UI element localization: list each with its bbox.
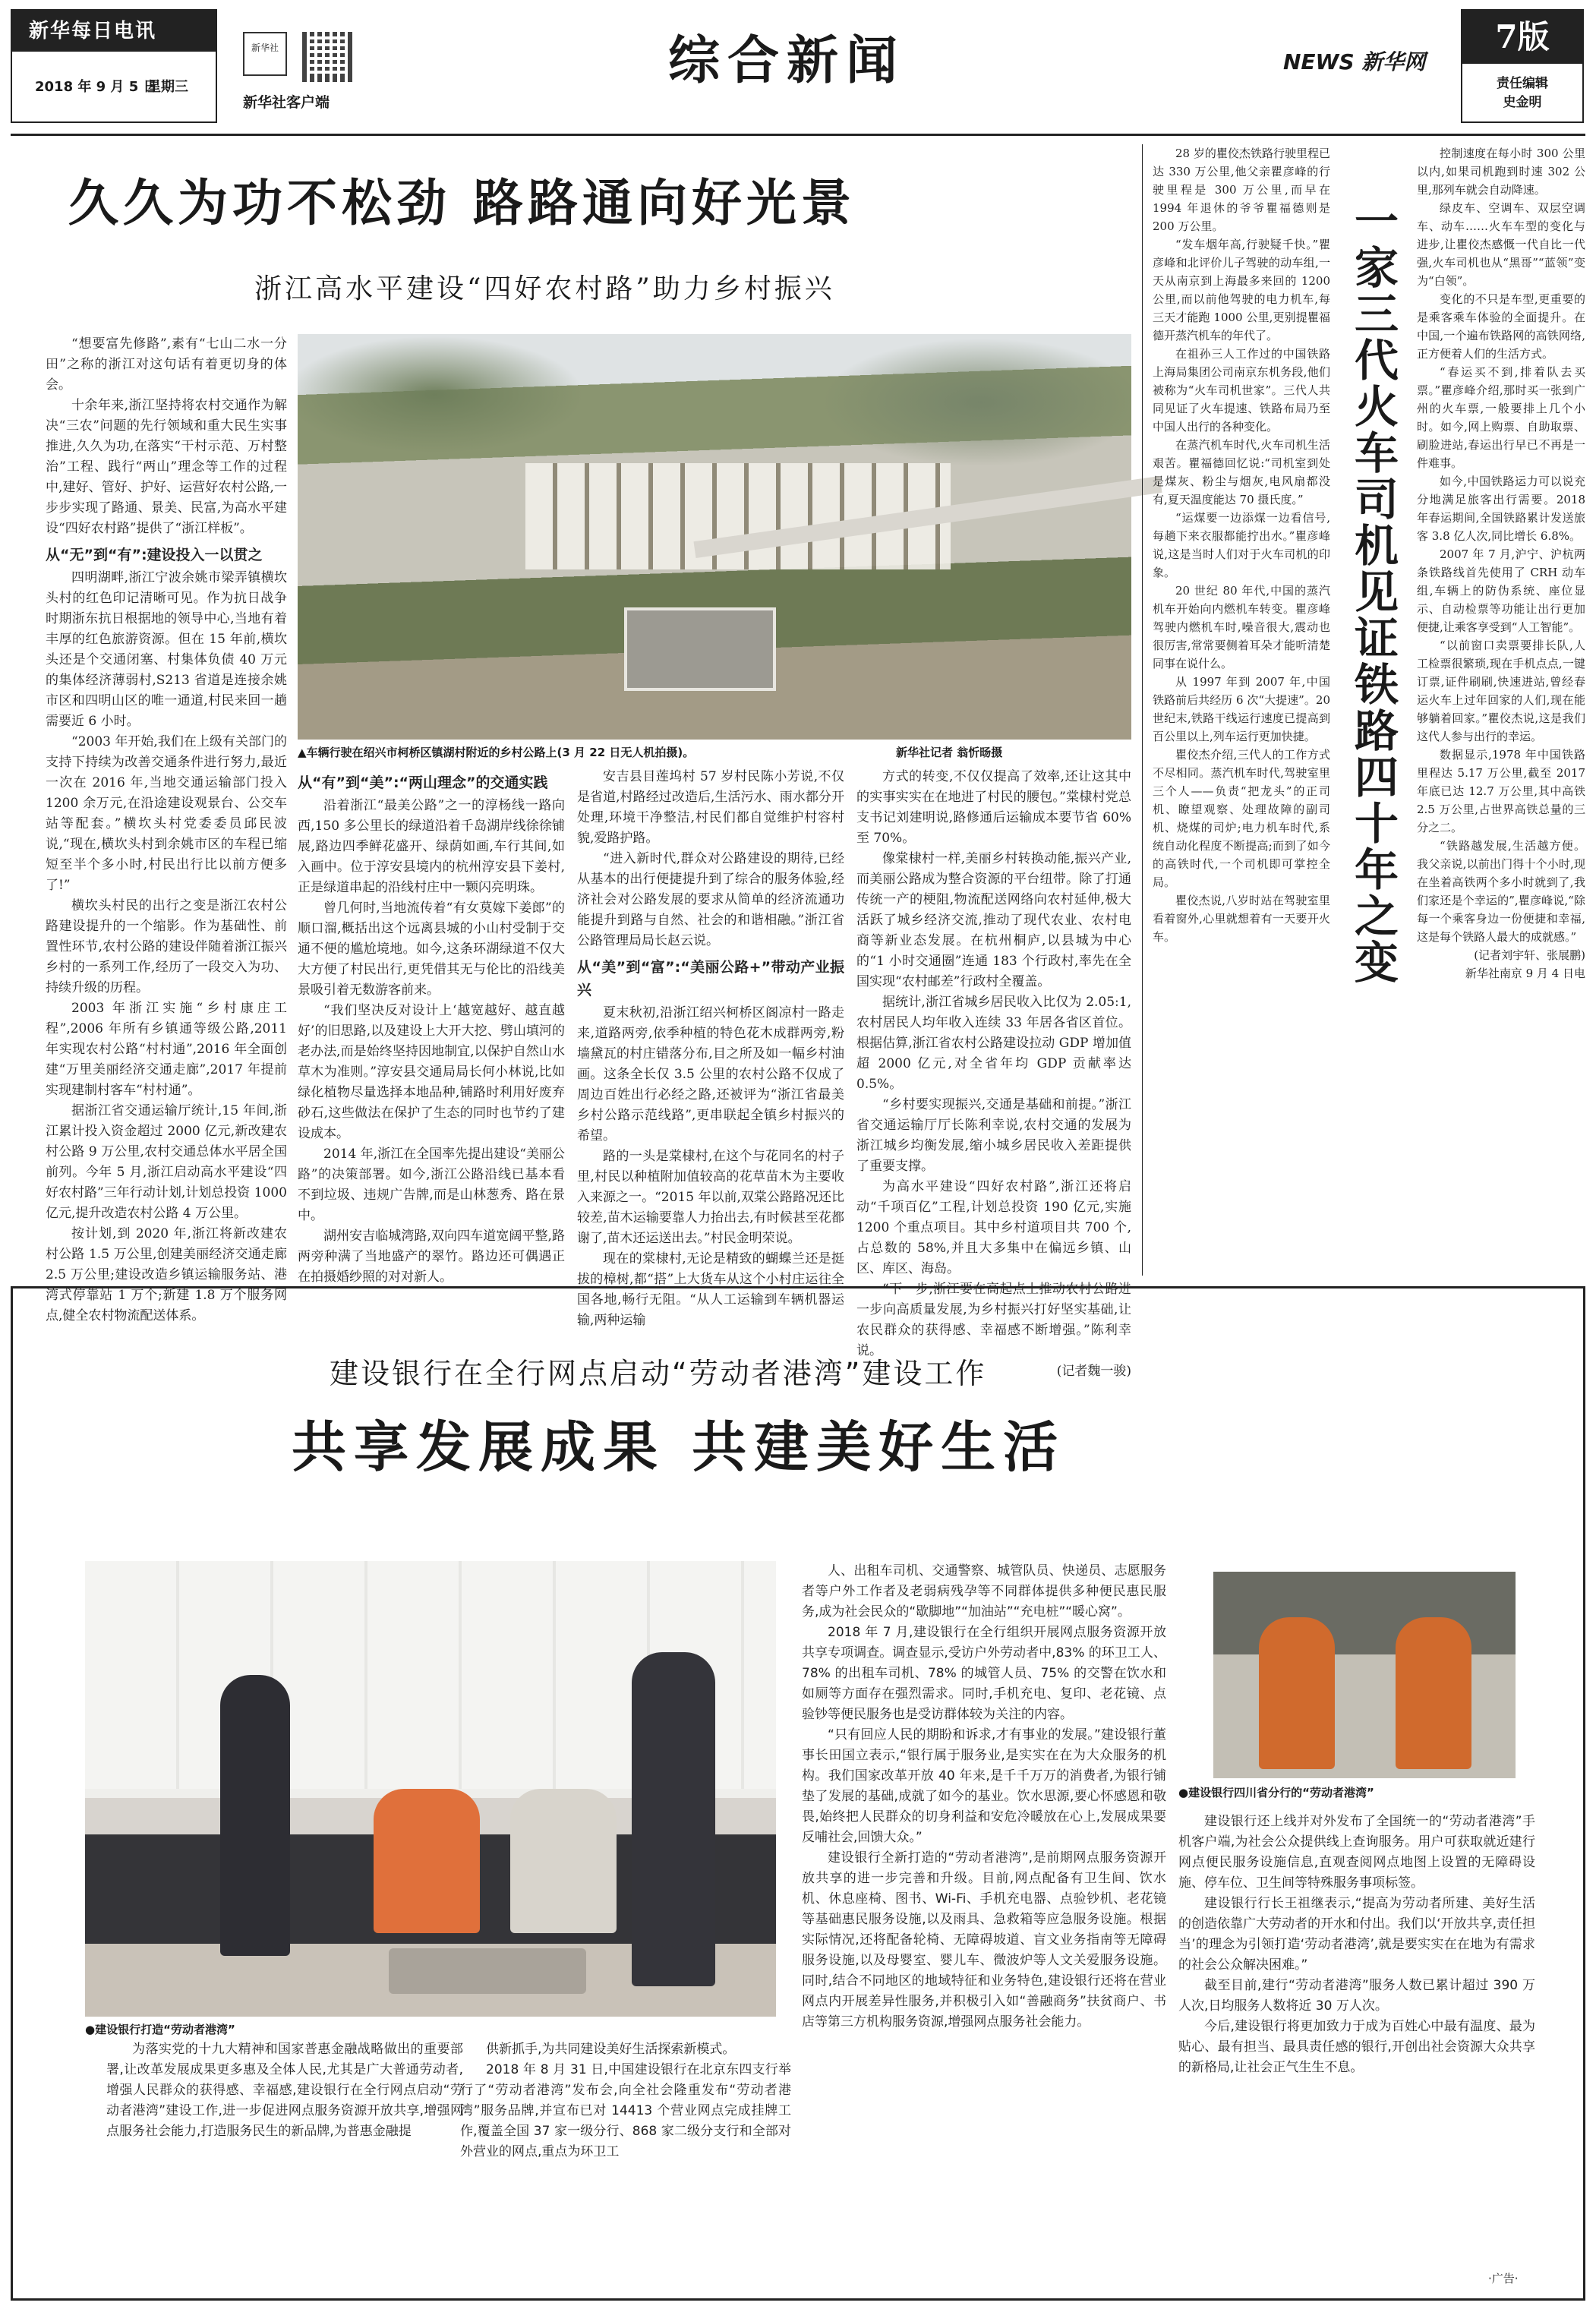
paragraph: 路的一头是棠棣村,在这个与花同名的村子里,村民以种植附加值较高的花草苗木为主要收入来源之一。“2015 年以前,双棠公路路况还比较差,苗木运输要靠人力抬出去,有时候甚至花都谢了,苗木还运送出去。”村民金明荣说。 xyxy=(577,1149,844,1246)
aerial-photo-caption: ▲车辆行驶在绍兴市柯桥区镇湖村附近的乡村公路上(3 月 22 日无人机拍摄)。 xyxy=(298,746,695,759)
paragraph: 28 岁的瞿佼杰铁路行驶里程已达 330 万公里,他父亲瞿彦峰的行驶里程是 300 万公里,而早在 1994 年退休的爷爷瞿福德则是 200 万公里。 xyxy=(1153,147,1330,233)
paragraph: 2018 年 8 月 31 日,中国建设银行在北京东四支行举行了“劳动者港湾”发布会,向全社会隆重发布“劳动者港湾”服务品牌,并宣布已对 14413 个营业网点完成挂牌工作,覆盖全国 37 家一级分行、868 家二级分支行和全部对外营业的网点,重点为环卫工 xyxy=(460,2062,791,2159)
section-title: 综合新闻 xyxy=(668,30,906,91)
subheading: 从“美”到“富”:“美丽公路+”带动产业振兴 xyxy=(577,959,844,998)
paragraph: 夏末秋初,沿浙江绍兴柯桥区阁凉村一路走来,道路两旁,依季种植的特色花木成群两旁,粉墙黛瓦的村庄错落分布,目之所及如一幅乡村油画。这条全长仅 3.5 公里的农村公路不仅成了周边百姓出行必经之路,还被评为“浙江省最美乡村公路示范线路”,更串联起全镇乡村振兴的希望。 xyxy=(577,1005,844,1143)
paragraph: 现在的棠棣村,无论是精致的蝴蝶兰还是挺拔的樟树,都“搭”上大货车从这个小村庄运往全国各地,畅行无阻。“从人工运输到车辆机器运输,两种运输 xyxy=(577,1251,844,1328)
paragraph: 据浙江省交通运输厅统计,15 年间,浙江累计投入资金超过 2000 亿元,新改建农村公路 9 万公里,农村交通总体水平居全国前列。今年 5 月,浙江启动高水平建设“四好农村路”三年行动计划,计划总投资 1000 亿元,提升改造农村公路 4 万公里。 xyxy=(46,1103,287,1221)
page-number: 7版 xyxy=(1462,11,1582,64)
paragraph: 新华社南京 9 月 4 日电 xyxy=(1465,967,1585,980)
paragraph: 为落实党的十九大精神和国家普惠金融战略做出的重要部署,让改革发展成果更多惠及全体人民,尤其是广大普通劳动者,增强人民群众的获得感、幸福感,建设银行在全行网点启动“劳动者港湾”建设工作,进一步促进网点服务资源开放共享,增强网点服务社会能力,打造服务民生的新品牌,为普惠金融提 xyxy=(106,2042,463,2139)
sidebar-column-1 xyxy=(1153,144,1330,1276)
paragraph: “铁路越发展,生活越方便。我父亲说,以前出门得十个小时,现在坐着高铁两个多小时就到了,我们家还是个幸运的”,瞿彦峰说,“除每一个乘客身边一份便捷和幸福,这是每个铁路人最大的成就感。” xyxy=(1417,839,1585,944)
bank-photo-caption: ●建设银行打造“劳动者港湾” xyxy=(85,2023,235,2036)
ad-column-c xyxy=(802,1561,1166,2275)
paragraph: “以前窗口卖票要排长队,人工检票很繁琐,现在手机点点,一键订票,证件刷刷,快速进站,曾经春运火车上过年回家的人们,现在能够躺着回家。”瞿佼杰说,这是我们这代人参与出行的幸运。 xyxy=(1417,639,1585,743)
lead-headline: 久久为功不松劲 路路通向好光景 xyxy=(68,174,856,232)
issue-weekday: 星期三 xyxy=(147,79,188,95)
paragraph: 2018 年 7 月,建设银行在全行组织开展网点服务资源开放共享专项调查。调查显示,受访户外劳动者中,83% 的环卫工人、78% 的出租车司机、78% 的城管人员、75% 的交警在饮水和如厕等方面存在强烈需求。同时,手机充电、复印、老花镜、点验钞等便民服务也是受访群体较为关注的内容。 xyxy=(802,1625,1166,1722)
paragraph: 建设银行全新打造的“劳动者港湾”,是前期网点服务资源开放共享的进一步完善和升级。目前,网点配备有卫生间、饮水机、休息座椅、图书、Wi-Fi、手机充电器、点验钞机、老花镜等基础惠民服务设施,以及雨具、急救箱等应急服务设施。根据实际情况,还将配备轮椅、无障碍坡道、盲文业务指南等无障碍服务设施,以及母婴室、婴儿车、微波炉等人文关爱服务设施。同时,结合不同地区的地域特征和业务特色,建设银行还将在营业网点内开展差异性服务,并积极引入如“善融商务”扶贫商户、书店等第三方机构服务资源,增强网点服务社会能力。 xyxy=(802,1850,1166,2030)
subheading: 从“有”到“美”:“两山理念”的交通实践 xyxy=(298,774,548,791)
paragraph: 变化的不只是车型,更重要的是乘客乘车体验的全面提升。在中国,一个遍布铁路网的高铁网络,正方便着人们的生活方式。 xyxy=(1417,292,1585,361)
ad-headline: 共享发展成果 共建美好生活 xyxy=(292,1415,1066,1479)
paragraph: 绿皮车、空调车、双层空调车、动车……火车车型的变化与进步,让瞿佼杰感慨一代自比一代强,火车司机也从“黑哥”“蓝领”变为“白领”。 xyxy=(1417,201,1585,288)
worker-photo-caption: ●建设银行四川省分行的“劳动者港湾” xyxy=(1178,1786,1374,1799)
qr-code-icon[interactable] xyxy=(302,32,352,82)
paragraph: 十余年来,浙江坚持将农村交通作为解决“三农”问题的先行领域和重大民生实事推进,久久为功,在落实“干村示范、万村整治”工程、践行“两山”理念等工作的过程中,建好、管好、护好、运营好农村公路,一步步实现了路通、景美、民富,为高水平建设“四好农村路”提供了“浙江样板”。 xyxy=(46,398,287,536)
editor-credit xyxy=(1462,64,1582,112)
paragraph: “发车烟年高,行驶疑千快。”瞿彦峰和北评价儿子驾驶的动车组,一天从南京到上海最多来回的 1200 公里,而以前他驾驶的电力机车,每三天才能跑 1000 公里,更别提瞿福德开蒸汽机车的年代了。 xyxy=(1153,238,1330,342)
editor-name: 史金明 xyxy=(1503,95,1542,110)
xinhua-logo-icon: 新华社 xyxy=(243,32,287,76)
paragraph: 在蒸汽机车时代,火车司机生活艰苦。瞿福德回忆说:“司机室到处是煤灰、粉尘与烟灰,电风扇都没有,夏天温度能达 70 摄氏度。” xyxy=(1153,438,1330,506)
paragraph: 方式的转变,不仅仅提高了效率,还让这其中的实事实实在在地进了村民的腰包。”棠棣村党总支书记刘建明说,路修通后运输成本要节省 60%至 70%。 xyxy=(856,769,1131,846)
paragraph: 人、出租车司机、交通警察、城管队员、快递员、志愿服务者等户外工作者及老弱病残孕等不同群体提供多种便民惠民服务,成为社会民众的“歇脚地”“加油站”“充电桩”“暖心窝”。 xyxy=(802,1563,1166,1620)
masthead-brand-box xyxy=(11,9,217,123)
paragraph: 供新抓手,为共同建设美好生活探索新模式。 xyxy=(486,2042,736,2057)
paragraph: “乡村要实现振兴,交通是基础和前提。”浙江省交通运输厅厅长陈利幸说,农村交通的发展为浙江城乡均衡发展,缩小城乡居民收入差距提供了重要支撑。 xyxy=(856,1097,1131,1174)
village-building xyxy=(624,607,776,691)
paragraph: 湖州安吉临城湾路,双向四车道宽阔平整,路两旁种满了当地盛产的翠竹。路边还可偶遇正在拍摄婚纱照的对对新人。 xyxy=(298,1229,565,1285)
paragraph: “我们坚决反对设计上‘越宽越好、越直越好’的旧思路,以及建设上大开大挖、劈山填河的老办法,而是始终坚持因地制宜,以保护自然山水草木为准则。”淳安县交通局局长何小林说,比如绿化植物尽量选择本地品种,铺路时利用好废弃砂石,这些做法在保护了生态的同时也节约了建设成本。 xyxy=(298,1003,565,1141)
lead-subheadline: 浙江高水平建设“四好农村路”助力乡村振兴 xyxy=(254,273,835,304)
worker-figure xyxy=(1396,1617,1471,1769)
paragraph: 建设银行行长王祖继表示,“提高为劳动者所建、美好生活的创造依靠广大劳动者的开水和付出。我们以‘开放共享,责任担当’的理念为引领打造‘劳动者港湾’,就是要实实在在地为有需求的社会公众解决困难。” xyxy=(1178,1896,1535,1973)
ad-column-a xyxy=(106,2039,463,2267)
paragraph: 瞿佼杰介绍,三代人的工作方式不尽相同。蒸汽机车时代,驾驶室里三个人——负责“把龙头”的正司机、瞭望观察、处理故障的副司机、烧煤的司炉;电力机车时代,系统自动化程度不断提高;而到了如今的高铁时代,一个司机即可掌控全局。 xyxy=(1153,748,1330,889)
paragraph: 建设银行还上线并对外发布了全国统一的“劳动者港湾”手机客户端,为社会公众提供线上查询服务。用户可获取就近建行网点便民服务设施信息,直观查阅网点地图上设置的无障碍设施、停车位、卫生间等特殊服务事项标签。 xyxy=(1178,1814,1535,1891)
paragraph: 截至目前,建行“劳动者港湾”服务人数已累计超过 390 万人次,日均服务人数将近 30 万人次。 xyxy=(1178,1978,1535,2014)
worker-lounge-photo xyxy=(1213,1572,1516,1778)
paragraph: 曾几何时,当地流传着“有女莫嫁下姜郎”的顺口溜,概括出这个远离县城的小山村受制于交通不便的尴尬境地。如今,这条环湖绿道不仅大大方便了村民出行,更凭借其无与伦比的沿线美景吸引着无数游客前来。 xyxy=(298,901,565,998)
aerial-photo-credit: 新华社记者 翁忻旸摄 xyxy=(896,746,1003,759)
lead-column-3 xyxy=(577,767,844,1328)
village-aerial-photo xyxy=(298,334,1131,740)
news-logo-icon: NEWS 新华网 xyxy=(1283,49,1426,74)
header-rule xyxy=(11,134,1585,136)
paragraph: 安吉县目莲坞村 57 岁村民陈小芳说,不仅是省道,村路经过改造后,生活污水、雨水都分开处理,环境干净整洁,村民们都自觉维护村容村貌,爱路护路。 xyxy=(577,769,844,846)
sidebar-column-2 xyxy=(1417,144,1585,1276)
masthead-brand: 新华每日电讯 xyxy=(12,11,216,52)
paragraph: 20 世纪 80 年代,中国的蒸汽机车开始向内燃机车转变。瞿彦峰驾驶内燃机车时,噪音很大,震动也很厉害,常常要侧着耳朵才能听清楚同事在说什么。 xyxy=(1153,584,1330,670)
paragraph: 控制速度在每小时 300 公里以内,如果司机跑到时速 302 公里,那列车就会自动降速。 xyxy=(1417,147,1585,197)
worker-figure xyxy=(374,1789,480,1933)
paragraph: “春运买不到,排着队去买票。”瞿彦峰介绍,那时买一张到广州的火车票,一般要排上几个小时。如今,网上购票、自助取票、刷脸进站,春运出行早已不再是一件难事。 xyxy=(1417,365,1585,470)
editor-label: 责任编辑 xyxy=(1497,76,1548,91)
paragraph: 数据显示,1978 年中国铁路里程达 5.17 万公里,截至 2017 年底已达 12.7 万公里,其中高铁 2.5 万公里,占世界高铁总量的三分之二。 xyxy=(1417,748,1585,834)
paragraph: 从 1997 年到 2007 年,中国铁路前后共经历 6 次“大提速”。20 世纪末,铁路干线运行速度已提高到百公里以上,列车运行更加快捷。 xyxy=(1153,675,1330,743)
paragraph: 四明湖畔,浙江宁波余姚市梁弄镇横坎头村的红色印记清晰可见。作为抗日战争时期浙东抗日根据地的领导中心,当地有着丰厚的红色旅游资源。但在 15 年前,横坎头还是个交通闭塞、村集体负债 40 万元的集体经济薄弱村,S213 省道是连接余姚市区和四明山区的唯一通道,村民来回一趟需要近 6 小时。 xyxy=(46,570,287,729)
paragraph: 按计划,到 2020 年,浙江将新改建农村公路 1.5 万公里,创建美丽经济交通走廊 2.5 万公里;建设改造乡镇运输服务站、港湾式停靠站 1 万个;新建 1.8 万个服务网点,健全农村物流配送体系。 xyxy=(46,1226,287,1323)
paragraph: 如今,中国铁路运力可以说充分地满足旅客出行需要。2018 年春运期间,全国铁路累计发送旅客 3.8 亿人次,同比增长 6.8%。 xyxy=(1417,475,1585,543)
paragraph: 2014 年,浙江在全国率先提出建设“美丽公路”的决策部署。如今,浙江公路沿线已基本看不到垃圾、违规广告牌,而是山林葱秀、路在景中。 xyxy=(298,1147,565,1223)
paragraph: 2003 年浙江实施“乡村康庄工程”,2006 年所有乡镇通等级公路,2011 年实现农村公路“村村通”,2016 年全面创建“万里美丽经济交通走廊”,2017 年提前实现建制村客车“村村通”。 xyxy=(46,1001,287,1098)
paragraph: “进入新时代,群众对公路建设的期待,已经从基本的出行便捷提升到了综合的服务体验,经济社会对公路发展的要求从简单的经济流通功能提升到路与自然、社会的和谐相融。”浙江省公路管理局局长赵云说。 xyxy=(577,851,844,948)
paragraph: “下一步,浙江要在高起点上推动农村公路进一步向高质量发展,为乡村振兴打好坚实基础,让农民群众的获得感、幸福感不断增强。”陈利幸说。 xyxy=(856,1282,1131,1358)
column-divider xyxy=(1142,144,1143,1276)
lounge-table xyxy=(389,1948,586,1994)
paragraph: 像棠棣村一样,美丽乡村转换动能,振兴产业,而美丽公路成为整合资源的平台纽带。除了打通传统一产的梗阻,物流配送网络向农村延伸,极大活跃了城乡经济交流,推动了现代农业、农村电商等新业态发展。在杭州桐庐,以县城为中心的“1 小时交通圈”连通 183 个行政村,率先在全国实现“农村邮差”行政村全覆盖。 xyxy=(856,851,1131,989)
paragraph: 在祖孙三人工作过的中国铁路上海局集团公司南京东机务段,他们被称为“火车司机世家”。三代人共同见证了火车提速、铁路布局乃至中国人出行的各种变化。 xyxy=(1153,347,1330,434)
bank-lounge-photo xyxy=(85,1561,776,2017)
ad-footer: ·广告· xyxy=(1488,2272,1519,2285)
worker-figure xyxy=(1259,1617,1335,1769)
staff-figure xyxy=(220,1675,290,1956)
lead-column-1 xyxy=(46,334,287,1323)
ad-column-b xyxy=(460,2039,791,2267)
paragraph: 2007 年 7 月,沪宁、沪杭两条铁路线首先使用了 CRH 动车组,车辆上的防伪系统、座位显示、自动检票等功能让出行更加便捷,让乘客享受到“人工智能”。 xyxy=(1417,547,1585,634)
lead-column-2 xyxy=(298,767,565,1285)
paragraph: “想要富先修路”,素有“七山二水一分田”之称的浙江对这句话有着更切身的体会。 xyxy=(46,336,287,393)
paragraph: 横坎头村民的出行之变是浙江农村公路建设提升的一个缩影。作为基础性、前置性环节,农村公路的建设伴随着浙江振兴乡村的一系列工作,经历了一段交入为功、持续升级的历程。 xyxy=(46,898,287,995)
paragraph: “2003 年开始,我们在上级有关部门的支持下持续为改善交通条件进行努力,最近一次在 2016 年,当地交通运输部门投入 1200 余万元,在沿途建设观景台、公交车站等配套。”横坎头村党委委员邱民波说,“现在,横坎头村到余姚市区的车程已缩短至半个多小时,村民出行比以前方便多了!” xyxy=(46,734,287,893)
paragraph: 今后,建设银行将更加致力于成为百姓心中最有温度、最为贴心、最有担当、最具责任感的银行,开创出社会资源大众共享的新格局,让社会正气生生不息。 xyxy=(1178,2019,1535,2075)
lead-column-4 xyxy=(856,767,1131,1379)
page-box xyxy=(1461,9,1584,123)
staff-figure xyxy=(632,1652,715,1986)
client-label: 新华社客户端 xyxy=(243,94,330,111)
paragraph: (记者魏一骏) xyxy=(1056,1364,1131,1379)
paragraph: 沿着浙江“最美公路”之一的淳杨线一路向西,150 多公里长的绿道沿着千岛湖岸线徐徐铺展,路边四季鲜花盛开、绿荫如画,车行其间,如入画中。位于淳安县境内的杭州淳安县下姜村,正是绿道串起的沿线村庄中一颗闪亮明珠。 xyxy=(298,798,565,895)
paragraph: 瞿佼杰说,八岁时站在驾驶室里看着窗外,心里就想着有一天要开火车。 xyxy=(1153,894,1330,944)
paragraph: “只有回应人民的期盼和诉求,才有事业的发展。”建设银行董事长田国立表示,“银行属于服务业,是实实在在为大众服务的机构。我们国家改革开放 40 年来,是千千万万的消费者,为银行铺垫了发展的基础,成就了如今的基业。饮水思源,要心怀感恩和敬畏,始终把人民群众的切身利益和安危冷暖放在心上,发展成果要反哺社会,回馈大众。” xyxy=(802,1727,1166,1845)
worker-figure xyxy=(510,1789,617,1933)
paragraph: 为高水平建设“四好农村路”,浙江还将启动“千项百亿”工程,计划总投资 190 亿元,实施 1200 个重点项目。其中乡村道项目共 700 个,占总数的 58%,并且大多集中在偏远乡镇、山区、库区、海岛。 xyxy=(856,1179,1131,1276)
issue-date: 2018 年 9 月 5 日 xyxy=(35,79,157,95)
paragraph: “运煤要一边添煤一边看信号,每趟下来衣服都能拧出水。”瞿彦峰说,这是当时人们对于火车司机的印象。 xyxy=(1153,511,1330,579)
paragraph: (记者刘宇轩、张展鹏) xyxy=(1474,948,1585,962)
ad-column-d xyxy=(1178,1812,1535,2267)
sidebar-vertical-title: 一家三代火车司机见证铁路四十年之变 xyxy=(1354,196,1399,989)
paragraph: 据统计,浙江省城乡居民收入比仅为 2.05:1,农村居民人均年收入连续 33 年居各省区首位。根据估算,浙江省农村公路建设拉动 GDP 增加值超 2000 亿元,对全省年均 GDP 贡献率达 0.5%。 xyxy=(856,995,1131,1092)
ad-topic: 建设银行在全行网点启动“劳动者港湾”建设工作 xyxy=(330,1357,987,1390)
subheading: 从“无”到“有”:建设投入一以贯之 xyxy=(46,547,263,563)
